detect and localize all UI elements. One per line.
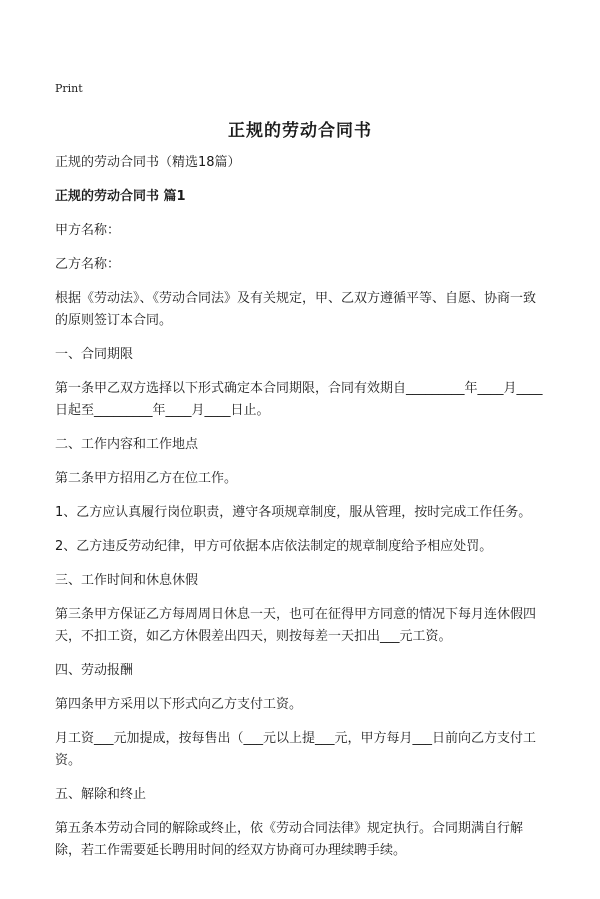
clause-item-2: 2、乙方违反劳动纪律，甲方可依据本店依法制定的规章制度给予相应处罚。 (55, 539, 493, 554)
party-b-name: 乙方名称： (55, 257, 121, 272)
section-heading: 正规的劳动合同书 篇1 (55, 189, 186, 204)
clause-article-2: 第二条甲方招用乙方在位工作。 (55, 471, 238, 486)
paragraph-subtitle: 正规的劳动合同书（精选18篇） (55, 155, 241, 170)
clause-article-1: 第一条甲乙双方选择以下形式确定本合同期限，合同有效期自_________年____月____日起至_________年____月____日止。 (55, 381, 543, 418)
clause-heading-2: 二、工作内容和工作地点 (55, 437, 199, 452)
document-body (55, 152, 547, 874)
paragraph-preamble: 根据《劳动法》、《劳动合同法》及有关规定，甲、乙双方遵循平等、自愿、协商一致的原则签订本合同。 (55, 291, 537, 328)
clause-article-4: 第四条甲方采用以下形式向乙方支付工资。 (55, 697, 303, 712)
party-a-name: 甲方名称： (55, 223, 121, 238)
clause-heading-1: 一、合同期限 (55, 347, 134, 362)
clause-heading-5: 五、解除和终止 (55, 787, 147, 802)
document-title: 正规的劳动合同书 (228, 121, 372, 141)
clause-heading-4: 四、劳动报酬 (55, 663, 134, 678)
clause-item-1: 1、乙方应认真履行岗位职责，遵守各项规章制度，服从管理，按时完成工作任务。 (55, 505, 532, 520)
clause-article-3: 第三条甲方保证乙方每周周日休息一天，也可在征得甲方同意的情况下每月连休假四天，不扣工资，如乙方休假差出四天，则按每差一天扣出___元工资。 (55, 607, 537, 644)
clause-article-5: 第五条本劳动合同的解除或终止，依《劳动合同法律》规定执行。合同期满自行解除，若工作需要延长聘用时间的经双方协商可办理续聘手续。 (55, 821, 524, 858)
print-label: Print (55, 82, 83, 95)
clause-heading-3: 三、工作时间和休息休假 (55, 573, 199, 588)
clause-salary-detail: 月工资___元加提成，按每售出（___元以上提___元，甲方每月___日前向乙方支付工资。 (55, 731, 537, 768)
